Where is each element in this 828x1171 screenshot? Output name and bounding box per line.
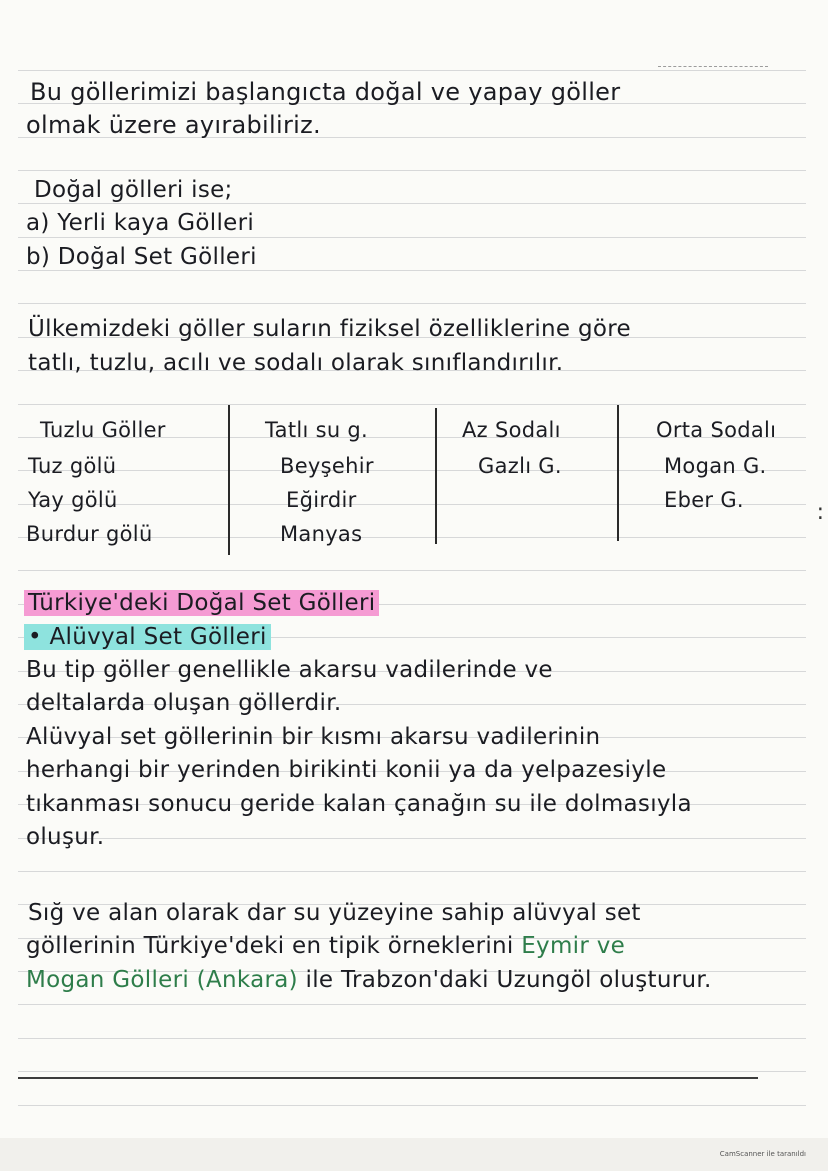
alluvial-line-6: oluşur. [26, 824, 105, 850]
alluvial-line-2: deltalarda oluşan göllerdir. [26, 690, 342, 716]
ruled-line [18, 170, 806, 171]
intro-line-1: Bu göllerimizi başlangıcta doğal ve yapay göller [30, 78, 621, 106]
examples-line-2-text: göllerinin Türkiye'deki en tipik örneklerini [26, 933, 514, 959]
date-dotted-line [658, 66, 768, 67]
examples-line-2 [26, 933, 625, 959]
column-header-mid-soda: Orta Sodalı [656, 418, 777, 442]
ruled-line [18, 838, 806, 839]
fresh-lake-item: Manyas [280, 522, 363, 546]
column-header-salty: Tuzlu Göller [40, 418, 166, 442]
ruled-line [18, 871, 806, 872]
classification-line-2: tatlı, tuzlu, acılı ve sodalı olarak sınıflandırılır. [28, 350, 564, 376]
salty-lake-item: Yay gölü [28, 488, 118, 512]
ruled-line [18, 270, 806, 271]
section-subtitle-text: • Alüvyal Set Gölleri [24, 624, 271, 650]
section-title [24, 590, 379, 616]
intro-line-2: olmak üzere ayırabiliriz. [26, 111, 321, 139]
salty-lake-item: Tuz gölü [28, 454, 117, 478]
scanner-footer: CamScanner ile taranıldı [719, 1150, 806, 1158]
fresh-lake-item: Eğirdir [286, 488, 357, 512]
ruled-line [18, 237, 806, 238]
alluvial-line-4: herhangi bir yerinden birikinti konii ya da yelpazesiyle [26, 757, 667, 783]
classification-line-1: Ülkemizdeki göller suların fiziksel özelliklerine göre [28, 316, 631, 342]
ruled-line [18, 404, 806, 405]
table-divider [435, 408, 437, 544]
examples-line-3-text: ile Trabzon'daki Uzungöl oluşturur. [305, 967, 712, 993]
column-header-fresh: Tatlı su g. [265, 418, 369, 442]
section-subtitle [24, 624, 271, 650]
mid-soda-lake-item: Mogan G. [664, 454, 767, 478]
ruled-line [18, 303, 806, 304]
table-divider [228, 405, 230, 555]
fresh-lake-item: Beyşehir [280, 454, 374, 478]
examples-eymir: Eymir ve [521, 933, 626, 959]
table-divider [617, 405, 619, 541]
natural-lakes-heading: Doğal gölleri ise; [34, 177, 233, 203]
ruled-line [18, 1105, 806, 1106]
low-soda-lake-item: Gazlı G. [478, 454, 562, 478]
ruled-line [18, 1071, 806, 1072]
ruled-line [18, 203, 806, 204]
alluvial-line-5: tıkanması sonucu geride kalan çanağın su ile dolmasıyla [26, 791, 692, 817]
alluvial-line-3: Alüvyal set göllerinin bir kısmı akarsu vadilerinin [26, 724, 601, 750]
column-header-low-soda: Az Sodalı [462, 418, 561, 442]
bottom-rule [18, 1077, 758, 1079]
margin-mark: : [816, 500, 824, 525]
natural-lakes-item-b: b) Doğal Set Gölleri [26, 244, 257, 270]
examples-mogan: Mogan Gölleri (Ankara) [26, 967, 298, 993]
examples-line-3 [26, 967, 712, 993]
ruled-line [18, 570, 806, 571]
ruled-line [18, 1038, 806, 1039]
mid-soda-lake-item: Eber G. [664, 488, 744, 512]
salty-lake-item: Burdur gölü [26, 522, 153, 546]
natural-lakes-item-a: a) Yerli kaya Gölleri [26, 210, 255, 236]
ruled-line [18, 1004, 806, 1005]
section-title-text: Türkiye'deki Doğal Set Gölleri [24, 590, 379, 616]
examples-line-1: Sığ ve alan olarak dar su yüzeyine sahip alüvyal set [28, 900, 641, 926]
ruled-line [18, 70, 806, 71]
alluvial-line-1: Bu tip göller genellikle akarsu vadilerinde ve [26, 657, 553, 683]
